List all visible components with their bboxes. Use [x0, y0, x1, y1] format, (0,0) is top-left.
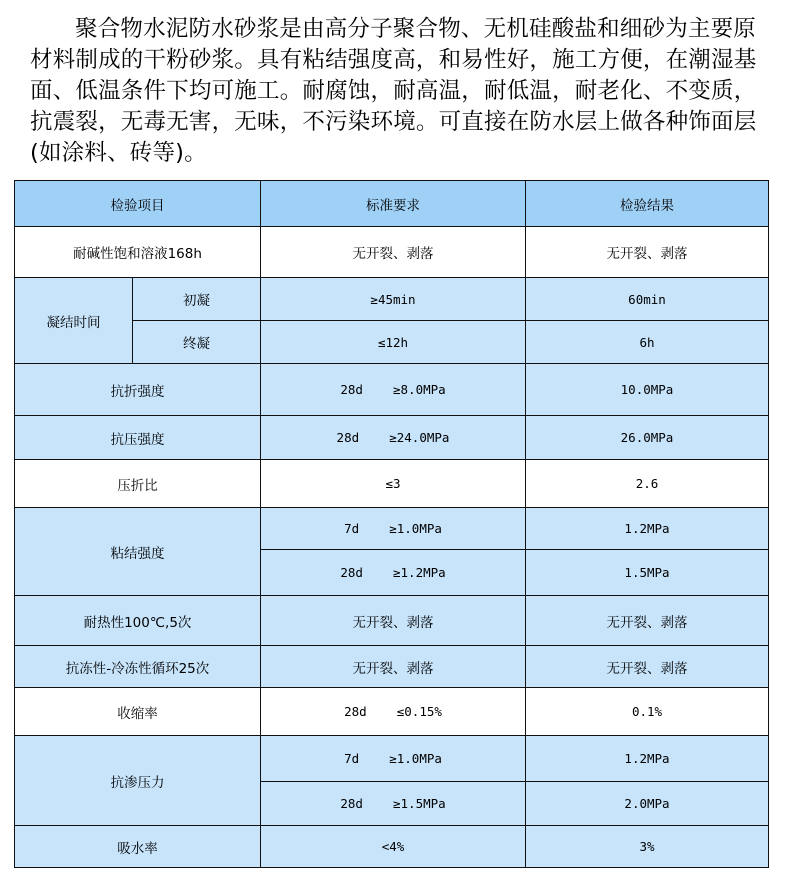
header-result: 检验结果 [526, 181, 769, 227]
sub-item-label: 初凝 [133, 278, 261, 321]
result-cell: 1.5MPa [526, 550, 769, 596]
item-label: 抗渗压力 [15, 736, 261, 826]
result-cell: 无开裂、剥落 [526, 646, 769, 688]
item-label: 粘结强度 [15, 508, 261, 596]
table-row [15, 416, 769, 460]
result-cell: 2.6 [526, 460, 769, 508]
result-cell: 10.0MPa [526, 364, 769, 416]
intro-paragraph: 聚合物水泥防水砂浆是由高分子聚合物、无机硅酸盐和细砂为主要原材料制成的干粉砂浆。具有粘结强度高，和易性好，施工方便，在潮湿基面、低温条件下均可施工。耐腐蚀，耐高温，耐低温，耐老化、不变质，抗震裂，无毒无害，无味，不污染环境。可直接在防水层上做各种饰面层(如涂料、砖等)。 [30, 16, 757, 166]
test-results-table [14, 180, 769, 868]
table-row [15, 596, 769, 646]
table-row [15, 646, 769, 688]
table-row [15, 364, 769, 416]
item-label: 凝结时间 [15, 278, 133, 364]
table-header-row [15, 181, 769, 227]
table-row [15, 826, 769, 868]
requirement-cell: 无开裂、剥落 [261, 227, 526, 278]
table-row [15, 460, 769, 508]
sub-item-label: 终凝 [133, 321, 261, 364]
item-label: 吸水率 [15, 826, 261, 868]
requirement-cell: 7d ≥1.0MPa [261, 736, 526, 782]
item-label: 抗冻性-冷冻性循环25次 [15, 646, 261, 688]
requirement-cell: ≥45min [261, 278, 526, 321]
result-cell: 6h [526, 321, 769, 364]
requirement-cell: 28d ≥24.0MPa [261, 416, 526, 460]
requirement-cell: ≤12h [261, 321, 526, 364]
requirement-cell: 无开裂、剥落 [261, 646, 526, 688]
item-label: 收缩率 [15, 688, 261, 736]
requirement-cell: 无开裂、剥落 [261, 596, 526, 646]
table-row [15, 227, 769, 278]
result-cell: 3% [526, 826, 769, 868]
table-row [15, 736, 769, 782]
table-row [15, 278, 769, 321]
result-cell: 无开裂、剥落 [526, 596, 769, 646]
result-cell: 60min [526, 278, 769, 321]
result-cell: 1.2MPa [526, 508, 769, 550]
requirement-cell: <4% [261, 826, 526, 868]
requirement-cell: 28d ≤0.15% [261, 688, 526, 736]
requirement-cell: ≤3 [261, 460, 526, 508]
item-label: 耐热性100℃,5次 [15, 596, 261, 646]
result-cell: 26.0MPa [526, 416, 769, 460]
item-label: 抗压强度 [15, 416, 261, 460]
requirement-cell: 28d ≥8.0MPa [261, 364, 526, 416]
header-item: 检验项目 [15, 181, 261, 227]
result-cell: 无开裂、剥落 [526, 227, 769, 278]
table-row [15, 508, 769, 550]
requirement-cell: 7d ≥1.0MPa [261, 508, 526, 550]
item-label: 耐碱性饱和溶液168h [15, 227, 261, 278]
item-label: 抗折强度 [15, 364, 261, 416]
requirement-cell: 28d ≥1.5MPa [261, 782, 526, 826]
result-cell: 1.2MPa [526, 736, 769, 782]
result-cell: 0.1% [526, 688, 769, 736]
item-label: 压折比 [15, 460, 261, 508]
result-cell: 2.0MPa [526, 782, 769, 826]
requirement-cell: 28d ≥1.2MPa [261, 550, 526, 596]
header-requirement: 标准要求 [261, 181, 526, 227]
table-row [15, 688, 769, 736]
